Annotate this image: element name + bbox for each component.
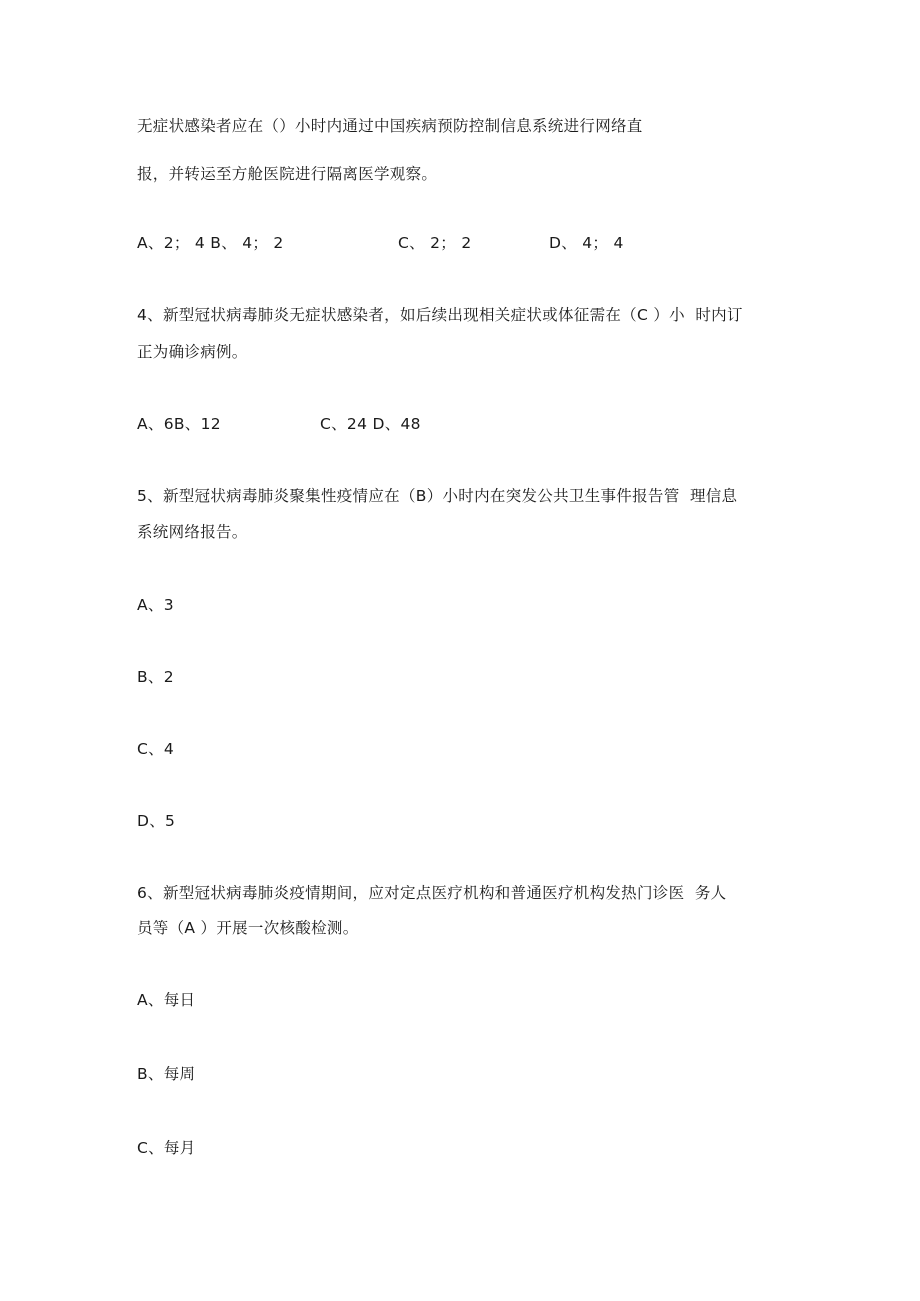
question-5-option-a: A、3 [137,596,174,614]
question-3-option-c: C、 2； 2 [398,234,472,252]
question-5-text-line-1: 5、新型冠状病毒肺炎聚集性疫情应在（B）小时内在突发公共卫生事件报告管 理信息 [137,487,738,505]
question-4-text-line-2: 正为确诊病例。 [137,343,248,361]
question-3-text-line-2: 报，并转运至方舱医院进行隔离医学观察。 [137,165,438,183]
question-5-option-b: B、2 [137,668,174,686]
question-6-option-b: B、每周 [137,1065,196,1083]
question-6-text-line-2: 员等（A ）开展一次核酸检测。 [137,919,359,937]
question-4-option-cd: C、24 D、48 [320,415,421,433]
question-5-option-c: C、4 [137,740,175,758]
question-5-text-line-2: 系统网络报告。 [137,523,248,541]
question-6-text-line-1: 6、新型冠状病毒肺炎疫情期间，应对定点医疗机构和普通医疗机构发热门诊医 务人 [137,884,727,902]
question-3-option-ab: A、2； 4 B、 4； 2 [137,234,284,252]
question-6-option-c: C、每月 [137,1139,196,1157]
question-3-option-d: D、 4； 4 [549,234,624,252]
question-4-option-ab: A、6B、12 [137,415,221,433]
question-3-text-line-1: 无症状感染者应在（）小时内通过中国疾病预防控制信息系统进行网络直 [137,117,643,135]
question-6-option-a: A、每日 [137,991,196,1009]
question-4-text-line-1: 4、新型冠状病毒肺炎无症状感染者，如后续出现相关症状或体征需在（C ）小 时内订 [137,306,743,324]
question-5-option-d: D、5 [137,812,176,830]
